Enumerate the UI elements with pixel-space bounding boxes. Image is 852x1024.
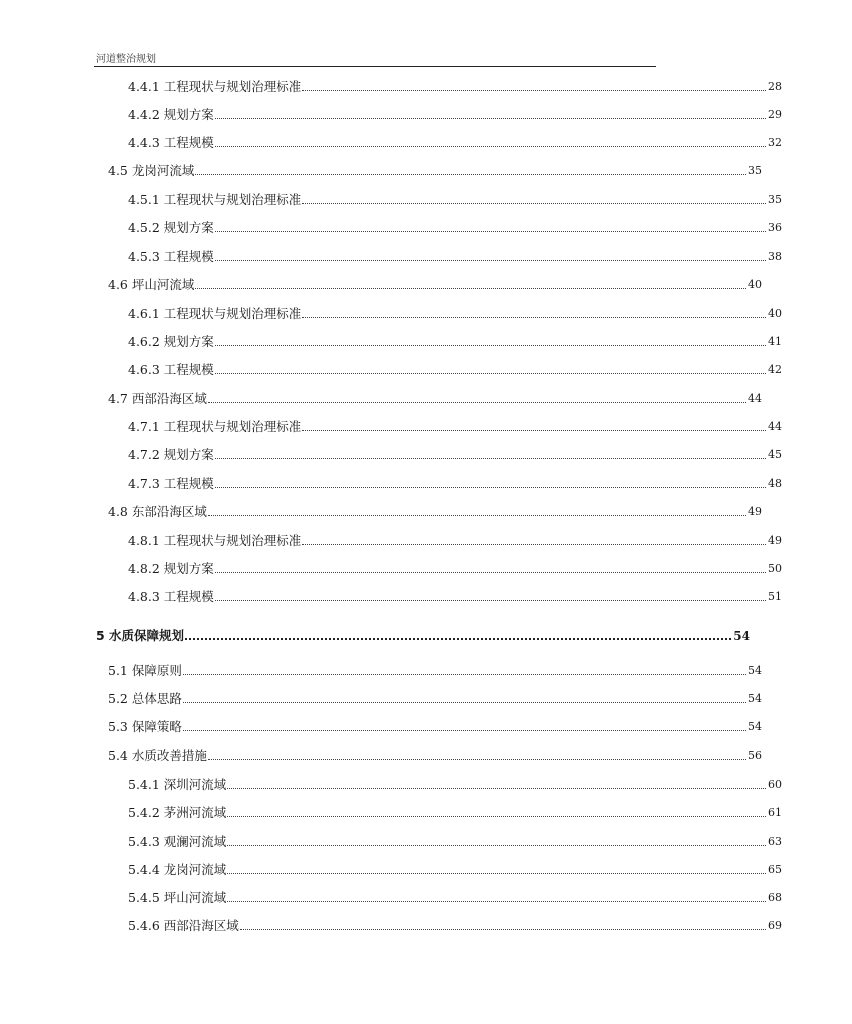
toc-entry-page: 50 [768, 562, 782, 575]
toc-entry-page: 29 [768, 108, 782, 121]
toc-entry-label: 5.4.5 坪山河流域 [128, 890, 227, 905]
toc-entry-label: 5.4.1 深圳河流域 [128, 777, 227, 792]
dot-leader [183, 702, 746, 703]
toc-entry-label: 4.8 东部沿海区域 [108, 504, 207, 519]
dot-leader [208, 759, 746, 760]
toc-entry-label: 5.2 总体思路 [108, 691, 182, 706]
toc-entry-label: 4.4.2 规划方案 [128, 107, 214, 122]
dot-leader [183, 730, 746, 731]
toc-entry[interactable] [0, 471, 852, 491]
dot-leader [227, 901, 766, 902]
toc-entry-label: 4.8.3 工程规模 [128, 589, 214, 604]
page-header-title: 河道整治规划 [96, 54, 156, 65]
dot-leader [215, 458, 766, 459]
toc-entry[interactable] [0, 743, 832, 763]
toc-entry[interactable] [0, 272, 832, 292]
toc-entry-label: 4.7 西部沿海区域 [108, 391, 207, 406]
toc-entry[interactable] [0, 857, 852, 877]
toc-entry[interactable] [0, 386, 832, 406]
dot-leader [215, 146, 766, 147]
toc-entry-page: 65 [768, 863, 782, 876]
toc-entry[interactable] [0, 584, 852, 604]
toc-entry-page: 35 [748, 164, 762, 177]
toc-entry-page: 35 [768, 193, 782, 206]
dot-leader [215, 487, 766, 488]
toc-entry[interactable] [0, 414, 852, 434]
dot-leader [215, 260, 766, 261]
toc-entry-page: 49 [768, 534, 782, 547]
toc-entry-page: 32 [768, 136, 782, 149]
toc-entry[interactable] [0, 829, 852, 849]
dot-leader [215, 231, 766, 232]
dot-leader [227, 845, 766, 846]
toc-entry[interactable] [0, 658, 832, 678]
dot-leader [240, 929, 766, 930]
toc-entry-label: 4.4.1 工程现状与规划治理标准 [128, 79, 302, 94]
toc-entry[interactable] [0, 329, 852, 349]
toc-entry-page: 44 [768, 420, 782, 433]
toc-entry-label: 4.6.3 工程规模 [128, 362, 214, 377]
toc-entry-label: 5.4 水质改善措施 [108, 748, 207, 763]
toc-entry-page: 28 [768, 80, 782, 93]
toc-entry[interactable] [0, 357, 852, 377]
toc-entry-page: 60 [768, 778, 782, 791]
dot-leader [195, 174, 746, 175]
toc-entry-label: 4.7.1 工程现状与规划治理标准 [128, 419, 302, 434]
toc-entry[interactable] [0, 130, 852, 150]
toc-entry-label: 4.6 坪山河流域 [108, 277, 195, 292]
toc-entry-page: 42 [768, 363, 782, 376]
dot-leader [302, 317, 766, 318]
dot-leader [215, 600, 766, 601]
toc-entry[interactable] [0, 885, 852, 905]
toc-entry-page: 36 [768, 221, 782, 234]
toc-entry-page: 45 [768, 448, 782, 461]
toc-entry[interactable] [0, 102, 852, 122]
dot-leader [215, 345, 766, 346]
toc-entry[interactable] [0, 244, 852, 264]
toc-entry-page: 69 [768, 919, 782, 932]
toc-entry-label: 4.5 龙岗河流域 [108, 163, 195, 178]
toc-entry-page: 49 [748, 505, 762, 518]
dot-leader [302, 430, 766, 431]
toc-entry[interactable] [0, 187, 852, 207]
dot-leader [302, 544, 766, 545]
toc-entry-label: 4.8.1 工程现状与规划治理标准 [128, 533, 302, 548]
toc-entry-label: 4.6.2 规划方案 [128, 334, 214, 349]
toc-entry-label: 5.1 保障原则 [108, 663, 182, 678]
toc-entry-page: 38 [768, 250, 782, 263]
dot-leader [215, 572, 766, 573]
toc-entry[interactable] [0, 772, 852, 792]
toc-entry[interactable] [0, 74, 852, 94]
toc-entry[interactable] [0, 623, 820, 643]
dot-leader [195, 288, 746, 289]
toc-entry[interactable] [0, 913, 852, 933]
toc-entry-label: 4.5.1 工程现状与规划治理标准 [128, 192, 302, 207]
toc-entry-page: 68 [768, 891, 782, 904]
toc-entry[interactable] [0, 714, 832, 734]
dot-leader [185, 638, 731, 640]
dot-leader [227, 873, 766, 874]
dot-leader [183, 674, 746, 675]
toc-entry-label: 4.8.2 规划方案 [128, 561, 214, 576]
toc-entry-page: 63 [768, 835, 782, 848]
toc-entry[interactable] [0, 800, 852, 820]
toc-entry-label: 4.4.3 工程规模 [128, 135, 214, 150]
toc-entry[interactable] [0, 215, 852, 235]
toc-entry-page: 61 [768, 806, 782, 819]
dot-leader [302, 90, 766, 91]
dot-leader [208, 515, 746, 516]
toc-entry-label: 4.5.3 工程规模 [128, 249, 214, 264]
toc-entry-label: 4.7.3 工程规模 [128, 476, 214, 491]
toc-entry-page: 51 [768, 590, 782, 603]
toc-entry-label: 5.4.3 观澜河流域 [128, 834, 227, 849]
toc-entry[interactable] [0, 556, 852, 576]
header-divider [94, 66, 656, 67]
toc-entry[interactable] [0, 499, 832, 519]
dot-leader [215, 118, 766, 119]
toc-entry-page: 54 [748, 664, 762, 677]
dot-leader [208, 402, 746, 403]
toc-entry-page: 48 [768, 477, 782, 490]
toc-entry-page: 56 [748, 749, 762, 762]
toc-entry-label: 5.3 保障策略 [108, 719, 182, 734]
toc-entry-label: 5.4.6 西部沿海区域 [128, 918, 239, 933]
toc-entry-label: 5 水质保障规划 [96, 628, 185, 643]
dot-leader [227, 816, 766, 817]
toc-entry-page: 40 [768, 307, 782, 320]
toc-entry[interactable] [0, 158, 832, 178]
toc-entry-page: 54 [733, 629, 750, 643]
toc-entry-label: 4.5.2 规划方案 [128, 220, 214, 235]
toc-entry-page: 44 [748, 392, 762, 405]
toc-entry-label: 4.6.1 工程现状与规划治理标准 [128, 306, 302, 321]
dot-leader [227, 788, 766, 789]
toc-entry-page: 54 [748, 720, 762, 733]
dot-leader [302, 203, 766, 204]
toc-entry-page: 40 [748, 278, 762, 291]
toc-entry-label: 5.4.4 龙岗河流域 [128, 862, 227, 877]
toc-entry[interactable] [0, 686, 832, 706]
toc-entry-label: 5.4.2 茅洲河流域 [128, 805, 227, 820]
toc-entry[interactable] [0, 528, 852, 548]
toc-entry-page: 54 [748, 692, 762, 705]
dot-leader [215, 373, 766, 374]
toc-entry-label: 4.7.2 规划方案 [128, 447, 214, 462]
toc-entry[interactable] [0, 301, 852, 321]
toc-entry[interactable] [0, 442, 852, 462]
toc-entry-page: 41 [768, 335, 782, 348]
